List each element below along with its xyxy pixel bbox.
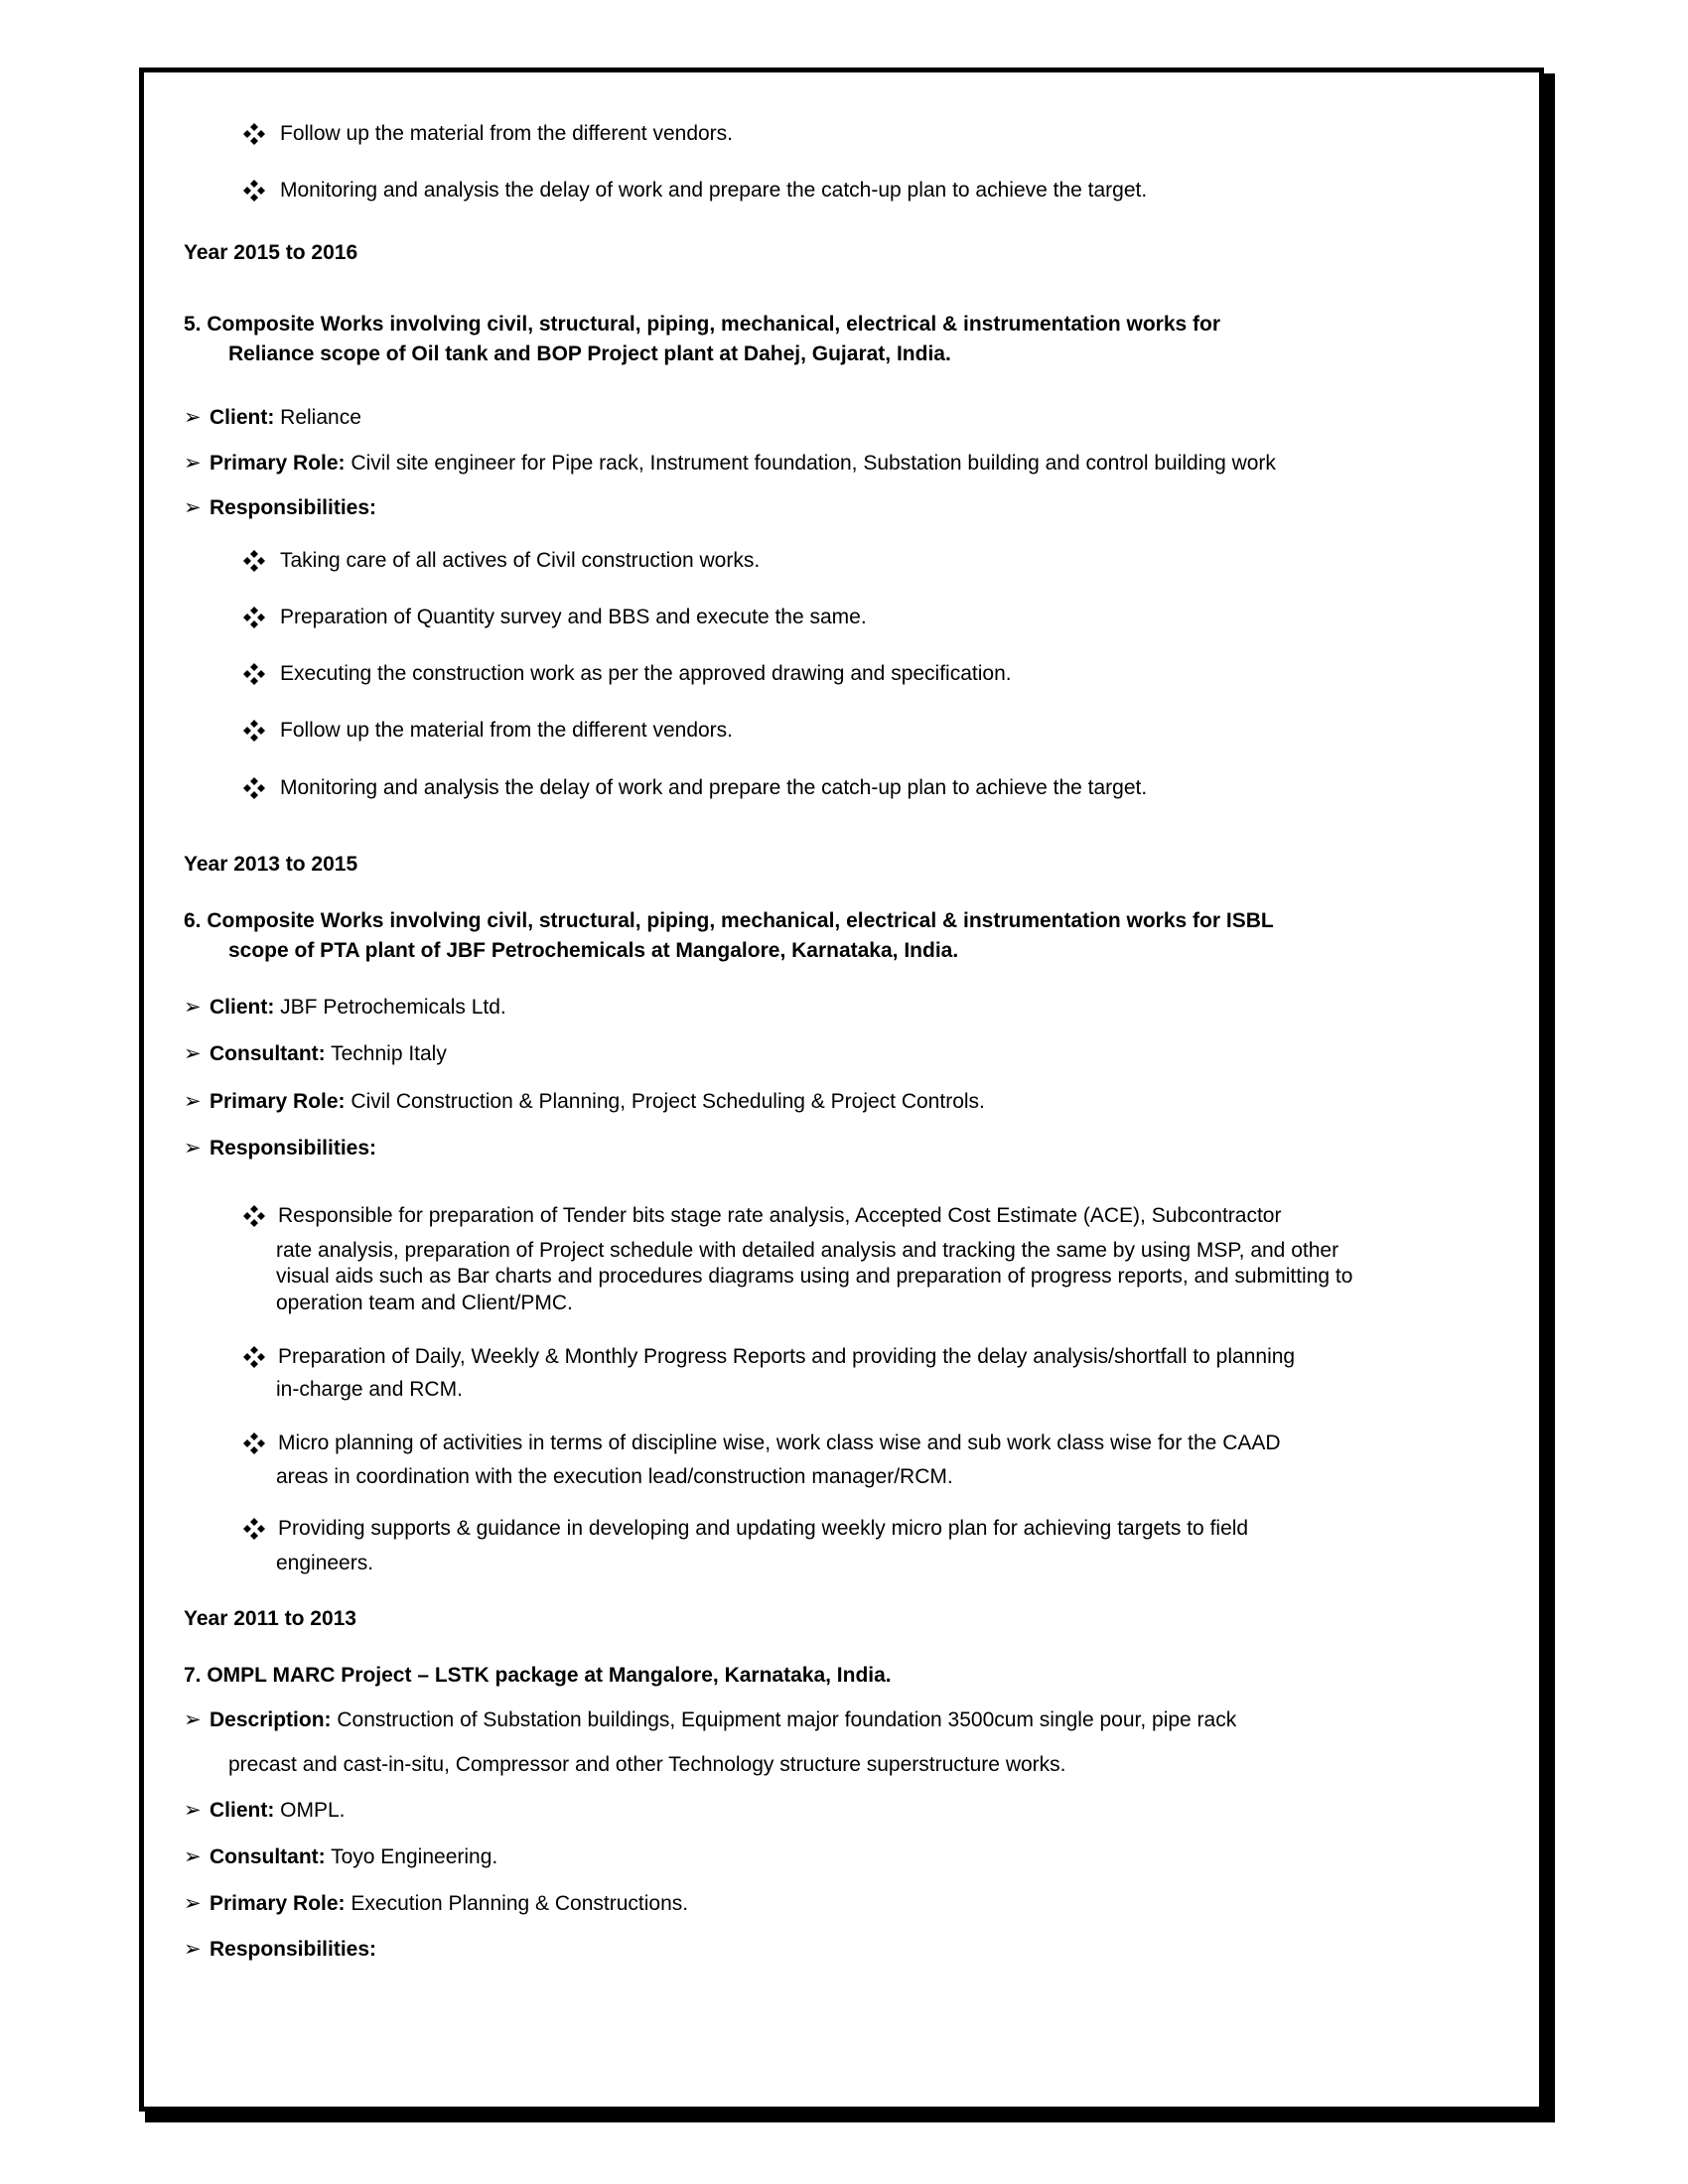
field-label: Consultant: xyxy=(210,1042,326,1065)
field-label: Client: xyxy=(210,1799,275,1822)
field-label: Primary Role: xyxy=(210,452,346,475)
arrowhead-bullet-icon: ➢ xyxy=(184,1938,202,1961)
four-diamond-bullet-icon xyxy=(243,607,265,628)
field-value: Technip Italy xyxy=(325,1042,447,1065)
field-primary-role xyxy=(184,1090,985,1114)
four-diamond-bullet-icon xyxy=(243,550,265,572)
year-heading: Year 2015 to 2016 xyxy=(184,241,358,264)
field-value: Reliance xyxy=(274,406,361,429)
arrowhead-bullet-icon: ➢ xyxy=(184,1090,202,1113)
arrowhead-bullet-icon: ➢ xyxy=(184,452,202,475)
arrowhead-bullet-icon: ➢ xyxy=(184,1137,202,1160)
project-title-continuation: scope of PTA plant of JBF Petrochemicals at Mangalore, Karnataka, India. xyxy=(228,939,959,962)
field-description xyxy=(184,1708,1236,1732)
responsibility-continuation: areas in coordination with the execution lead/construction manager/RCM. xyxy=(276,1465,953,1488)
responsibility-item: Preparation of Daily, Weekly & Monthly Progress Reports and providing the delay analysis/shortfall to planning xyxy=(278,1345,1296,1368)
four-diamond-bullet-icon xyxy=(243,180,265,202)
field-client xyxy=(184,1799,346,1823)
arrowhead-bullet-icon: ➢ xyxy=(184,996,202,1019)
field-label: Primary Role: xyxy=(210,1090,346,1113)
four-diamond-bullet-icon xyxy=(243,777,265,799)
arrowhead-bullet-icon: ➢ xyxy=(184,1892,202,1915)
responsibility-item: Responsible for preparation of Tender bits stage rate analysis, Accepted Cost Estimate (ACE), Subcontractor xyxy=(278,1204,1282,1227)
bullet-text: Follow up the material from the different vendors. xyxy=(280,122,734,145)
project-title: 5. Composite Works involving civil, structural, piping, mechanical, electrical & instrumentation works for xyxy=(184,313,1221,336)
four-diamond-bullet-icon xyxy=(243,663,265,685)
four-diamond-bullet-icon xyxy=(243,1518,265,1540)
field-label: Primary Role: xyxy=(210,1892,346,1915)
field-primary-role xyxy=(184,1892,688,1916)
arrowhead-bullet-icon: ➢ xyxy=(184,496,202,519)
responsibility-continuation: operation team and Client/PMC. xyxy=(276,1292,573,1314)
field-value: Execution Planning & Constructions. xyxy=(345,1892,689,1915)
field-label: Consultant: xyxy=(210,1845,326,1868)
field-label: Responsibilities: xyxy=(210,1137,377,1160)
field-value: OMPL. xyxy=(274,1799,346,1822)
four-diamond-bullet-icon xyxy=(243,1433,265,1454)
responsibility-continuation: in-charge and RCM. xyxy=(276,1378,463,1401)
field-primary-role xyxy=(184,452,1276,476)
arrowhead-bullet-icon: ➢ xyxy=(184,1708,202,1731)
responsibility-item: Executing the construction work as per the approved drawing and specification. xyxy=(280,662,1012,685)
field-client xyxy=(184,406,361,430)
arrowhead-bullet-icon: ➢ xyxy=(184,1845,202,1868)
four-diamond-bullet-icon xyxy=(243,123,265,145)
arrowhead-bullet-icon: ➢ xyxy=(184,1799,202,1822)
field-value: Toyo Engineering. xyxy=(325,1845,498,1868)
project-title: 7. OMPL MARC Project – LSTK package at Mangalore, Karnataka, India. xyxy=(184,1664,892,1687)
field-value: Civil Construction & Planning, Project Scheduling & Project Controls. xyxy=(345,1090,985,1113)
four-diamond-bullet-icon xyxy=(243,1346,265,1368)
field-description-continuation: precast and cast-in-situ, Compressor and other Technology structure superstructure works. xyxy=(228,1753,1066,1776)
project-title: 6. Composite Works involving civil, structural, piping, mechanical, electrical & instrumentation works for ISBL xyxy=(184,909,1274,932)
arrowhead-bullet-icon: ➢ xyxy=(184,1042,202,1065)
responsibility-item: Micro planning of activities in terms of discipline wise, work class wise and sub work class wise for the CAAD xyxy=(278,1432,1281,1454)
project-title-continuation: Reliance scope of Oil tank and BOP Project plant at Dahej, Gujarat, India. xyxy=(228,342,951,365)
field-value: JBF Petrochemicals Ltd. xyxy=(274,996,506,1019)
responsibility-item: Monitoring and analysis the delay of work and prepare the catch-up plan to achieve the target. xyxy=(280,776,1148,799)
responsibility-item: Preparation of Quantity survey and BBS and execute the same. xyxy=(280,606,867,628)
field-label: Responsibilities: xyxy=(210,1938,377,1961)
responsibility-item: Providing supports & guidance in developing and updating weekly micro plan for achieving targets to field xyxy=(278,1517,1249,1540)
field-label: Description: xyxy=(210,1708,332,1731)
responsibility-item: Follow up the material from the different vendors. xyxy=(280,719,734,742)
responsibility-continuation: engineers. xyxy=(276,1552,374,1574)
arrowhead-bullet-icon: ➢ xyxy=(184,406,202,429)
year-heading: Year 2011 to 2013 xyxy=(184,1607,356,1630)
four-diamond-bullet-icon xyxy=(243,1205,265,1227)
field-label: Responsibilities: xyxy=(210,496,377,519)
field-label: Client: xyxy=(210,996,275,1019)
field-value: Civil site engineer for Pipe rack, Instrument foundation, Substation building and control building work xyxy=(345,452,1276,475)
field-responsibilities xyxy=(184,1137,376,1160)
field-responsibilities xyxy=(184,1938,376,1962)
responsibility-continuation: visual aids such as Bar charts and procedures diagrams using and preparation of progress reports, and submitting to xyxy=(276,1265,1353,1288)
field-client xyxy=(184,996,506,1020)
field-responsibilities xyxy=(184,496,376,520)
four-diamond-bullet-icon xyxy=(243,720,265,742)
field-consultant xyxy=(184,1042,447,1066)
field-consultant xyxy=(184,1845,497,1869)
field-label: Client: xyxy=(210,406,275,429)
field-value: Construction of Substation buildings, Equipment major foundation 3500cum single pour, pipe rack xyxy=(331,1708,1237,1731)
bullet-text: Monitoring and analysis the delay of work and prepare the catch-up plan to achieve the target. xyxy=(280,179,1148,202)
year-heading: Year 2013 to 2015 xyxy=(184,853,358,876)
responsibility-item: Taking care of all actives of Civil construction works. xyxy=(280,549,761,572)
responsibility-continuation: rate analysis, preparation of Project schedule with detailed analysis and tracking the same by using MSP, and other xyxy=(276,1239,1339,1262)
